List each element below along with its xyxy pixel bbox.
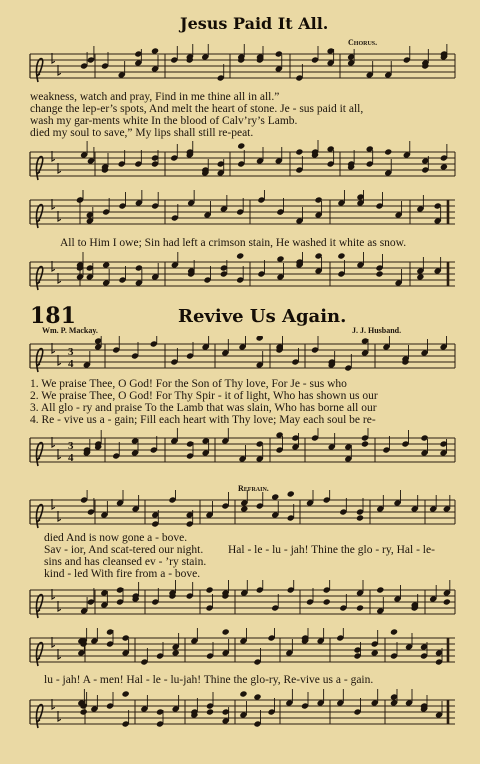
- flat-icon: [58, 649, 61, 659]
- time-sig-top: 3: [68, 440, 74, 452]
- flat-icon: [58, 273, 61, 283]
- flat-icon: [52, 261, 55, 271]
- verse-3: 3. All glo - ry and praise To the Lamb that was slain, Who has borne all our: [30, 402, 377, 414]
- verse-4: 4. Re - vive us a - gain; Fill each heart with Thy love; May each soul be re-: [30, 414, 376, 426]
- note-head: [371, 649, 379, 656]
- note-head: [271, 493, 279, 500]
- flat-icon: [52, 437, 55, 447]
- flat-icon: [52, 699, 55, 709]
- clef-icon: [36, 267, 42, 290]
- note-head: [122, 690, 130, 697]
- note-head: [356, 514, 364, 521]
- note-head: [375, 270, 383, 277]
- verse-3-ending: sins and has cleansed ev - ’ry stain.: [44, 556, 207, 568]
- note-head: [384, 148, 392, 155]
- note-head: [172, 649, 180, 656]
- top-verse-line-4: died my soul to save,” My lips shall still re-peat.: [30, 127, 254, 139]
- note-head: [440, 163, 448, 170]
- verse-2: 2. We praise Thee, O God! For Thy Spir - it of light, Who has shown us our: [30, 390, 378, 402]
- top-treble-staff-2: [0, 190, 480, 234]
- flat-icon: [58, 211, 61, 221]
- verse-4-ending: kind - led With fire from a - bove.: [44, 568, 201, 580]
- note-head: [239, 690, 247, 697]
- note-head: [356, 604, 364, 611]
- flat-icon: [58, 711, 61, 721]
- hymn-author: Wm. P. Mackay.: [42, 326, 98, 335]
- note-head: [253, 693, 261, 700]
- flat-icon: [52, 151, 55, 161]
- hymn-title: Revive Us Again.: [178, 306, 347, 327]
- clef-icon: [36, 443, 42, 466]
- note-head: [276, 255, 284, 262]
- top-bass-staff: [0, 140, 480, 190]
- note-head: [151, 47, 159, 54]
- flat-icon: [58, 449, 61, 459]
- note-head: [206, 708, 214, 715]
- clef-icon: [36, 205, 42, 228]
- note-head: [443, 598, 451, 605]
- verse-2-ending: Sav - ior, And scat-tered our night.: [44, 544, 204, 556]
- time-sig-top: 3: [68, 346, 74, 358]
- hymn-number: 181: [30, 303, 76, 329]
- flat-icon: [58, 601, 61, 611]
- note-head: [361, 440, 369, 447]
- top-chorus-line: All to Him I owe; Sin had left a crimson stain, He washed it white as snow.: [60, 237, 407, 249]
- clef-icon: [36, 157, 42, 180]
- flat-icon: [52, 499, 55, 509]
- hymn-bass-staff-3: [0, 688, 480, 740]
- chorus-label: Chorus.: [348, 38, 378, 47]
- hymn-bass-staff-1: [0, 428, 480, 478]
- hymn-treble-staff-1: [0, 336, 480, 378]
- top-bass-staff-2: [0, 252, 480, 302]
- hymn-bass-staff-2: [0, 580, 480, 630]
- note-head: [390, 628, 398, 635]
- clef-icon: [36, 705, 42, 728]
- note-head: [236, 252, 244, 259]
- note-head: [205, 586, 213, 593]
- note-head: [287, 490, 295, 497]
- flat-icon: [58, 511, 61, 521]
- note-head: [256, 336, 264, 342]
- note-head: [222, 628, 230, 635]
- verse-1: 1. We praise Thee, O God! For the Son of Thy love, For Je - sus who: [30, 378, 347, 390]
- top-hymn-title: Jesus Paid It All.: [180, 14, 329, 33]
- top-treble-staff: [0, 44, 480, 88]
- verse-1-ending: died And is now gone a - bove.: [44, 532, 188, 544]
- clef-icon: [36, 505, 42, 528]
- note-head: [237, 142, 245, 149]
- refrain-label: Refrain.: [238, 484, 269, 493]
- note-head: [295, 148, 303, 155]
- clef-icon: [36, 349, 42, 372]
- hymn-composer: J. J. Husband.: [352, 326, 402, 335]
- note-head: [416, 273, 424, 280]
- time-sig-bottom: 4: [68, 358, 74, 370]
- note-head: [337, 252, 345, 259]
- note-head: [80, 708, 88, 715]
- flat-icon: [58, 163, 61, 173]
- flat-icon: [52, 343, 55, 353]
- note-head: [323, 598, 331, 605]
- clef-icon: [36, 59, 42, 82]
- flat-icon: [52, 589, 55, 599]
- refrain-line-2: lu - jah! A - men! Hal - le - lu-jah! Thine the glo-ry, Re-vive us a - gain.: [44, 674, 374, 686]
- note-head: [102, 261, 110, 268]
- hymn-treble-staff-3: [0, 628, 480, 672]
- note-head: [240, 505, 248, 512]
- clef-icon: [36, 595, 42, 618]
- flat-icon: [58, 65, 61, 75]
- refrain-line-1: Hal - le - lu - jah! Thine the glo - ry, Hal - le-: [228, 544, 435, 556]
- flat-icon: [52, 53, 55, 63]
- note-head: [376, 586, 384, 593]
- flat-icon: [52, 637, 55, 647]
- flat-icon: [58, 355, 61, 365]
- flat-icon: [52, 199, 55, 209]
- time-sig-bottom: 4: [68, 452, 74, 464]
- hymn-treble-staff-2: [0, 490, 480, 534]
- top-verse-line-2: change the lep-er’s spots, And melt the heart of stone. Je - sus paid it all,: [30, 103, 364, 115]
- top-verse-line-3: wash my gar-ments white In the blood of Calv’ry’s Lamb.: [30, 115, 298, 127]
- clef-icon: [36, 643, 42, 666]
- top-verse-line-1: weakness, watch and pray, Find in me thine all in all.”: [30, 91, 280, 103]
